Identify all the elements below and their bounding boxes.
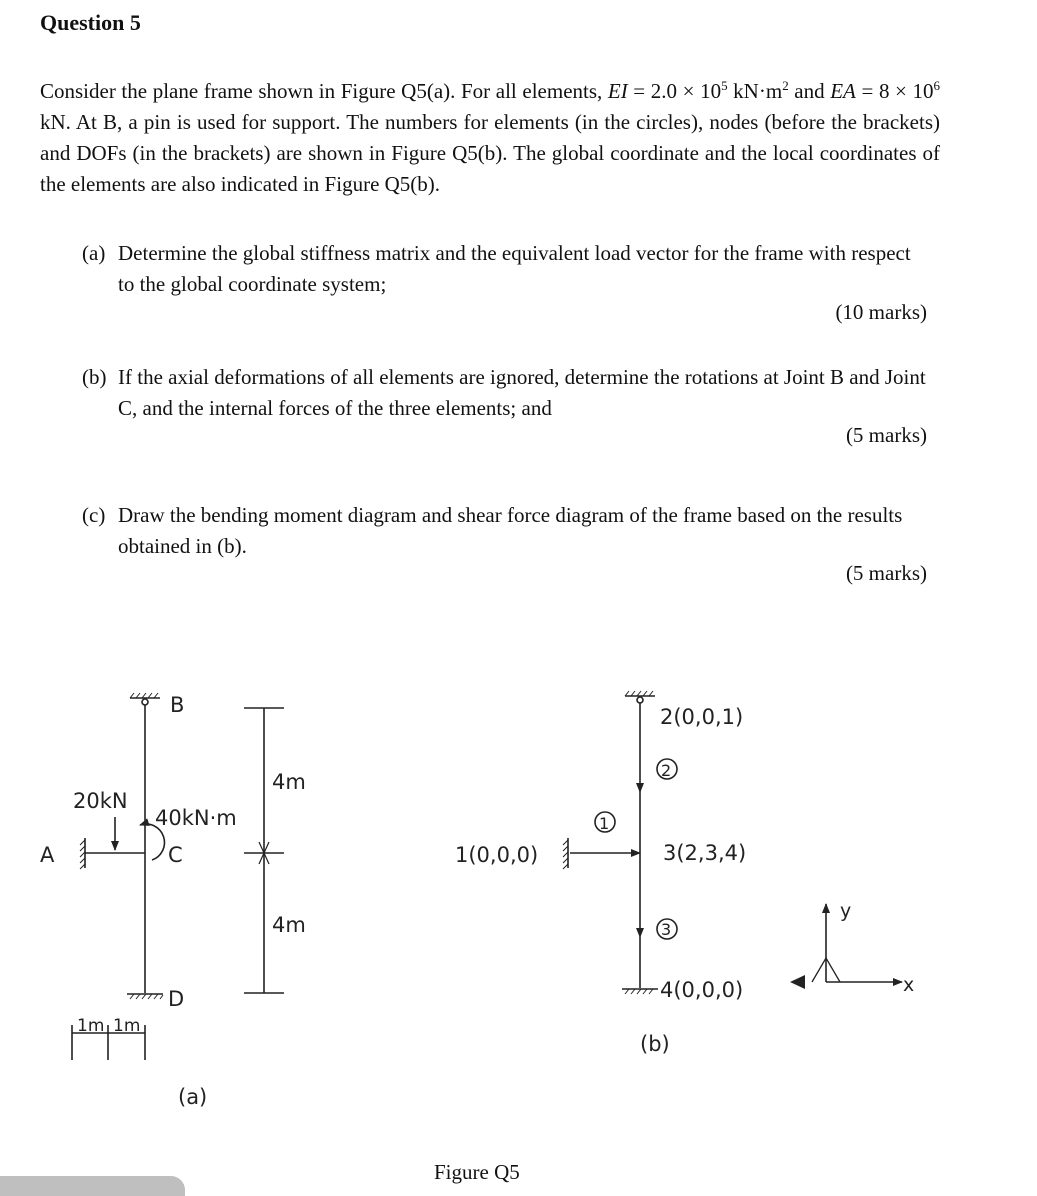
- node-3-label: 3(2,3,4): [663, 841, 747, 865]
- part-c-label: (c): [82, 503, 106, 527]
- pin-support-2: [625, 691, 655, 703]
- fixed-support-a: [80, 838, 85, 869]
- fixed-support-1: [563, 838, 568, 869]
- axis-y-label: y: [840, 900, 852, 922]
- question-title: Question 5: [40, 10, 141, 35]
- part-b-label: (b): [82, 365, 107, 389]
- dim-left2-label: 1m: [113, 1016, 141, 1036]
- node-a-label: A: [40, 843, 55, 867]
- node-1-label: 1(0,0,0): [455, 843, 539, 867]
- question-intro: Consider the plane frame shown in Figure Q5(a). For all elements, EI = $2.0 \times 10^5$ $kN\cdot m^2$ and EA = $8 \times 10^6$ kN. At B, a pin is used for support. The numbers for elements (in the circles), nodes (before the brackets) and DOFs (in the brackets) are shown in Figure Q5(b). The global coordinate and the local coordinates of the elements are also indicated in Figure Q5(b).: [40, 78, 941, 196]
- figure-a-labels: [40, 693, 306, 1109]
- part-b-marks: (5 marks): [845, 423, 927, 447]
- part-b-text: If the axial deformations of all elements are ignored, determine the rotations at Joint B and Joint C, and the internal forces of the three elements; and: [118, 365, 926, 420]
- part-c-marks: (5 marks): [845, 561, 927, 585]
- pin-support-b: [130, 693, 160, 705]
- load-force-label: 20kN: [73, 789, 128, 813]
- node-2-label: 2(0,0,1): [660, 705, 744, 729]
- load-moment-label: 40kN·m: [155, 806, 237, 830]
- part-c: [82, 500, 927, 562]
- part-b: [82, 362, 927, 424]
- dim-left1-label: 1m: [77, 1016, 105, 1036]
- figure-a-sublabel: (a): [178, 1085, 208, 1109]
- fixed-support-4: [622, 989, 658, 994]
- fixed-support-d: [127, 994, 163, 999]
- part-a-label: (a): [82, 241, 106, 265]
- axis-x-label: x: [903, 974, 915, 996]
- dim-bottom-label: 4m: [272, 913, 306, 937]
- part-a: [82, 238, 927, 300]
- part-a-marks: (10 marks): [835, 300, 927, 324]
- part-c-text: Draw the bending moment diagram and shear force diagram of the frame based on the results obtained in (b).: [118, 503, 903, 558]
- figure-b-labels: [455, 705, 914, 1056]
- node-4-label: 4(0,0,0): [660, 978, 744, 1002]
- figure-caption: Figure Q5: [434, 1160, 520, 1184]
- node-b-label: B: [170, 693, 185, 717]
- node-c-label: C: [168, 843, 183, 867]
- dim-top-label: 4m: [272, 770, 306, 794]
- elem-1-label: 1: [599, 814, 610, 833]
- figure-q5: [0, 640, 1037, 1190]
- part-a-text: Determine the global stiffness matrix and the equivalent load vector for the frame with respect to the global coordinate system;: [118, 241, 911, 296]
- elem-3-label: 3: [661, 920, 672, 939]
- taskbar-fragment: [0, 1176, 185, 1196]
- node-d-label: D: [168, 987, 185, 1011]
- figure-b-sublabel: (b): [640, 1032, 670, 1056]
- elem-2-label: 2: [661, 761, 672, 780]
- global-axes: [812, 904, 902, 982]
